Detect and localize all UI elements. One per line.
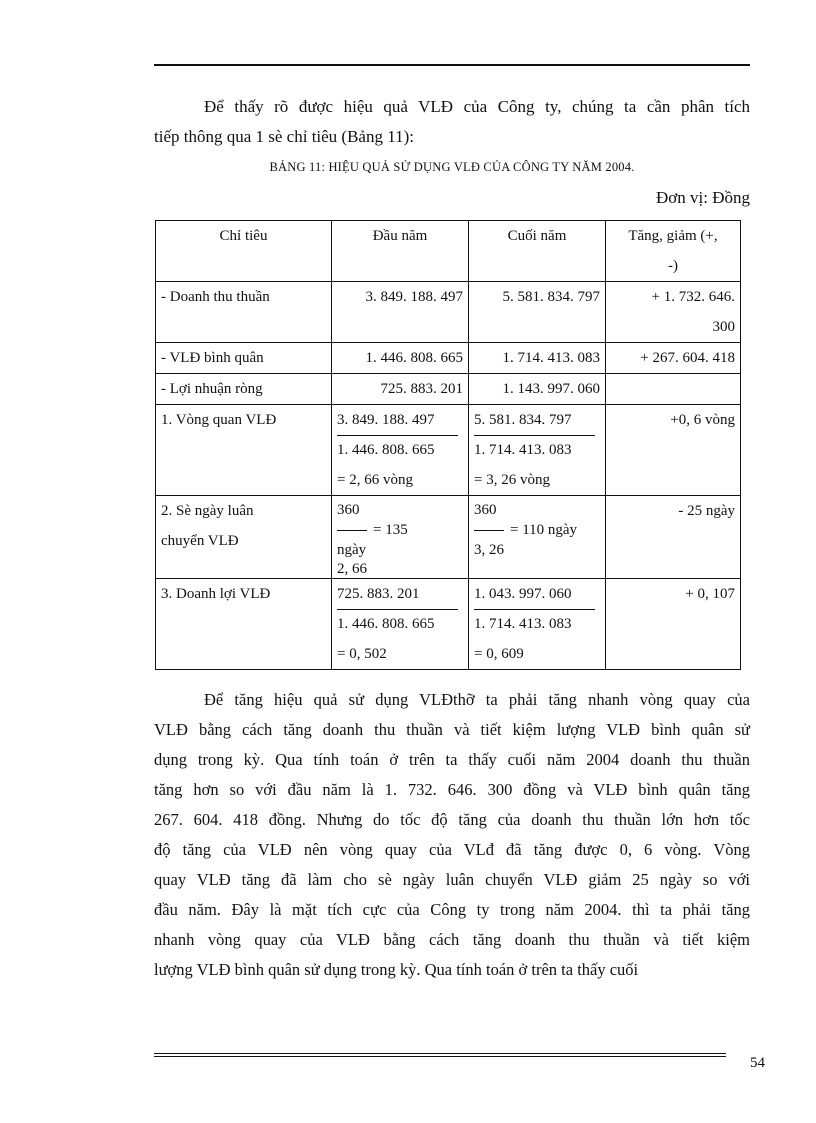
days-end-numerator: 360 [474, 502, 497, 518]
capital-label: - VLĐ bình quân [156, 343, 332, 374]
days-label-line2: chuyển VLĐ [161, 533, 239, 549]
turnover-start [332, 405, 469, 496]
table-row-turnover [156, 405, 741, 496]
days-start [332, 496, 469, 579]
return-end-result: = 0, 609 [474, 646, 524, 662]
days-end-denominator: 3, 26 [474, 542, 504, 558]
revenue-change-line1: + 1. 732. 646. [651, 289, 735, 305]
return-label: 3. Doanh lợi VLĐ [156, 579, 332, 670]
return-change: + 0, 107 [606, 579, 741, 670]
turnover-change: +0, 6 vòng [606, 405, 741, 496]
capital-end: 1. 714. 413. 083 [469, 343, 606, 374]
days-end-result: = 110 ngày [510, 522, 578, 538]
footer-rule [154, 1056, 726, 1057]
page-number: 54 [750, 1055, 765, 1071]
table-row-profit [156, 374, 741, 405]
fraction-bar [337, 530, 367, 531]
footer-rule [154, 1053, 726, 1054]
return-start-result: = 0, 502 [337, 646, 387, 662]
turnover-start-numerator: 3. 849. 188. 497 [337, 412, 435, 428]
body-line: dụng trong kỳ. Qua tính toán ở trên ta thấy cuối năm 2004 doanh thu thuần [154, 750, 750, 769]
revenue-start: 3. 849. 188. 497 [332, 282, 469, 343]
turnover-end-result: = 3, 26 vòng [474, 472, 550, 488]
revenue-change-line2: 300 [712, 319, 735, 335]
return-end-numerator: 1. 043. 997. 060 [474, 586, 572, 602]
return-end-denominator: 1. 714. 413. 083 [474, 616, 572, 632]
header-rule [154, 64, 750, 66]
return-start-numerator: 725. 883. 201 [337, 586, 420, 602]
body-paragraph [154, 685, 750, 985]
capital-start: 1. 446. 808. 665 [332, 343, 469, 374]
days-start-denominator: 2, 66 [337, 561, 367, 577]
efficiency-table [155, 220, 741, 670]
body-line: VLĐ bằng cách tăng doanh thu thuần và tiết kiệm lượng VLĐ bình quân sử [154, 720, 750, 739]
return-start-denominator: 1. 446. 808. 665 [337, 616, 435, 632]
table-row-capital [156, 343, 741, 374]
turnover-start-result: = 2, 66 vòng [337, 472, 413, 488]
table-header-row [156, 221, 741, 282]
body-line: tăng hơn so với đầu năm là 1. 732. 646. 300 đồng và VLĐ bình quân tăng [154, 780, 750, 799]
profit-start: 725. 883. 201 [332, 374, 469, 405]
revenue-label: - Doanh thu thuần [156, 282, 332, 343]
profit-label: - Lợi nhuận ròng [156, 374, 332, 405]
days-start-numerator: 360 [337, 502, 360, 518]
turnover-end-denominator: 1. 714. 413. 083 [474, 442, 572, 458]
header-start-year: Đầu năm [332, 221, 469, 282]
return-start [332, 579, 469, 670]
days-label-line1: 2. Sè ngày luân [161, 503, 254, 519]
days-label [156, 496, 332, 579]
table-row-return [156, 579, 741, 670]
intro-paragraph [154, 92, 750, 152]
fraction-bar [474, 530, 504, 531]
header-end-year: Cuối năm [469, 221, 606, 282]
body-line: lượng VLĐ bình quân sử dụng trong kỳ. Qua tính toán ở trên ta thấy cuối [154, 960, 639, 979]
days-end [469, 496, 606, 579]
unit-label: Đơn vị: Đồng [656, 188, 750, 207]
return-end [469, 579, 606, 670]
revenue-change [606, 282, 741, 343]
header-change-line1: Tăng, giảm (+, [628, 228, 718, 244]
body-line: đầu năm. Đây là mặt tích cực của Công ty trong năm 2004. thì ta phải tăng [154, 900, 750, 919]
turnover-end-numerator: 5. 581. 834. 797 [474, 412, 572, 428]
header-change [606, 221, 741, 282]
body-line: 267. 604. 418 đồng. Nhưng do tốc độ tăng của doanh thu thuần lớn hơn tốc [154, 810, 750, 829]
profit-end: 1. 143. 997. 060 [469, 374, 606, 405]
revenue-end: 5. 581. 834. 797 [469, 282, 606, 343]
turnover-end [469, 405, 606, 496]
intro-line-2: tiếp thông qua 1 sè chỉ tiêu (Bảng 11): [154, 127, 414, 146]
body-line: nhanh vòng quay của VLĐ bằng cách tăng doanh thu thuần và tiết kiệm [154, 930, 750, 949]
days-start-unit: ngày [337, 542, 367, 558]
header-change-line2: -) [668, 258, 678, 274]
turnover-label: 1. Vòng quan VLĐ [156, 405, 332, 496]
days-start-result: = 135 [373, 522, 408, 538]
body-line: độ tăng của VLĐ nên vòng quay của VLđ đã tăng được 0, 6 vòng. Vòng [154, 840, 750, 859]
turnover-start-denominator: 1. 446. 808. 665 [337, 442, 435, 458]
days-change: - 25 ngày [606, 496, 741, 579]
profit-change [606, 374, 741, 405]
days-end-fraction [474, 520, 600, 540]
table-row-revenue [156, 282, 741, 343]
table-row-days [156, 496, 741, 579]
body-line: Để tăng hiệu quả sử dụng VLĐthỡ ta phải tăng nhanh vòng quay của [204, 690, 750, 709]
header-indicator: Chỉ tiêu [156, 221, 332, 282]
body-line: quay VLĐ tăng đã làm cho sè ngày luân chuyển VLĐ giảm 25 ngày so với [154, 870, 750, 889]
intro-line-1: Để thấy rõ được hiệu quả VLĐ của Công ty, chúng ta cần phân tích [204, 97, 750, 116]
days-start-fraction [337, 520, 463, 540]
capital-change: + 267. 604. 418 [606, 343, 741, 374]
table-caption: BẢNG 11: HIỆU QUẢ SỬ DỤNG VLĐ CỦA CÔNG TY NĂM 2004. [269, 160, 635, 174]
